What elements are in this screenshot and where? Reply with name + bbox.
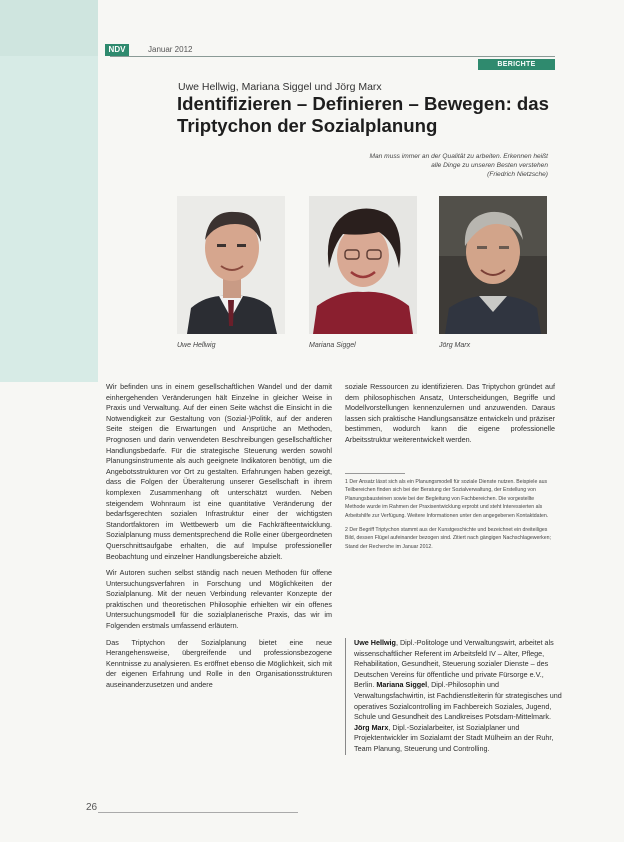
footnotes: [345, 478, 555, 557]
authors-line: Uwe Hellwig, Mariana Siggel und Jörg Marx: [178, 81, 382, 93]
author-bio-box: Uwe Hellwig, Dipl.-Politologe und Verwaltungswirt, arbeitet als wissenschaftlicher Referent im Arbeitsfeld IV – Alter, Pflege, Rehabilitation, Gesundheit, Steuerung sozialer Dienste – des Deutschen Vereins für öffentliche und private Fürsorge e.V., Berlin. Mariana Siggel, Dipl.-Philosophin und Verwaltungsfachwirtin, ist Fachdienstleiterin für strategisches und operatives Sozialcontrolling im Fachbereich Soziales, Jugend, Schule und Gesundheit des Landkreises Potsdam-Mittelmark. Jörg Marx, Dipl.-Sozialarbeiter, ist Sozialplaner und Projektentwickler im Sozialamt der Stadt Mülheim an der Ruhr, Team Planung, Steuerung und Controlling.: [345, 638, 564, 755]
bio-name-siggel: Mariana Siggel: [376, 680, 428, 690]
body-column-right: [345, 382, 555, 452]
bio-text-hellwig: Dipl.-Politologe und Verwaltungswirt, arbeitet als wissenschaftlicher Referent im Arbeitsfeld IV – Alter, Pflege, Rehabilitation, Gesundheit, Steuerung sozialer Dienste – des Deutschen Vereins für öffentliche und private Fürsorge e.V., Berlin.: [354, 638, 554, 690]
side-color-band: [0, 0, 98, 382]
footer-rule: [98, 812, 298, 813]
body-paragraph: soziale Ressourcen zu identifizieren. Das Triptychon gründet auf dem philosophischen Ansatz, Unterscheidungen, Begriffe und Modellvorstellungen kennenzulernen und anzuwenden. Daraus lassen sich praktische Handlungsansätze entwickeln und präziser bestimmen, wodurch kann die eigene professionelle Arbeitsstruktur weiterentwickelt werden.: [345, 382, 555, 444]
issue-date: Januar 2012: [148, 45, 193, 54]
epigraph-line-2: alle Dinge zu unseren Besten verstehen: [431, 162, 548, 169]
bio-name-hellwig: Uwe Hellwig: [354, 638, 396, 647]
portrait-photo-hellwig: [177, 196, 285, 334]
epigraph: [320, 152, 548, 179]
journal-logo: NDV: [105, 44, 129, 56]
page-number: 26: [86, 802, 98, 813]
article-title: Identifizieren – Definieren – Bewegen: das Triptychon der Sozialplanung: [177, 93, 549, 136]
footnote-1: 1 Der Ansatz lässt sich als ein Planungsmodell für soziale Dienste nutzen. Beispiele aus Teilbereichen finden sich bei der Beratung der Sozialverwaltung, der Erstellung von Planungsbausteinen sowie bei der Begleitung von Fachbereichen. Die vorgestellte Methode wurde im Rahmen der Praxisentwicklung erprobt und steht Interessierten als Arbeitshilfe zur Verfügung. Weitere Informationen unter den angegebenen Kontaktdaten.: [345, 479, 549, 519]
footnote-2: 2 Der Begriff Triptychon stammt aus der Kunstgeschichte und bezeichnet ein dreiteiliges Bild, dessen Flügel aufeinander bezogen sind. Zitiert nach gängigen Nachschlagewerken; Stand der Recherche im Januar 2012.: [345, 527, 551, 550]
caption-hellwig: Uwe Hellwig: [177, 342, 216, 349]
footnote-rule: [345, 473, 405, 474]
section-badge: BERICHTE: [478, 59, 555, 70]
portrait-photo-siggel: [309, 196, 417, 334]
body-paragraph: Wir befinden uns in einem gesellschaftlichen Wandel und der damit einhergehenden Veränderungen hält Einzelne in gleicher Weise in Praxis und Verwaltung. Auf der einen Seite wächst die Einsicht in die Notwendigkeit zur Gestaltung von (Sozial-)Politik, auf der anderen Seite steigen die Erwartungen und Ansprüche an Methoden, Prognosen und darin verwendeten Beschreibungen gesellschaftlicher Handlungsbedarfe. Für die strategische Steuerung werden sowohl Planungsinstrumente als auch geeignete Indikatoren benötigt, um die Angebotsstrukturen vor Ort zu gestalten. Erfahrungen haben gezeigt, dass die Folgen der Überalterung unserer Gesellschaft in ihrem komplexen Zusammenhang oft unterschätzt wurden. Neben steigendem Wohnraum ist eine quantitative Veränderung der bedarfsgerechten sozialen Infrastruktur einer der wichtigsten Standortfaktoren im Wettbewerb um die Fachkräfteentwicklung. Sozialplanung muss dementsprechend die Rolle einer übergeordneten Querschnittsaufgabe erhalten, die auf Impulse professioneller Beobachtung und einzelner Handlungsbereiche abzielt.: [106, 382, 332, 561]
bio-text-marx: Dipl.-Sozialarbeiter, ist Sozialplaner und Projektentwickler im Sozialamt der Stadt Mülheim an der Ruhr, Team Planung, Steuerung und Controlling.: [354, 722, 554, 753]
epigraph-line-1: Man muss immer an der Qualität zu arbeiten. Erkennen heißt: [369, 153, 548, 160]
side-color-band-top: [0, 0, 98, 56]
bio-text-siggel: Dipl.-Philosophin und Verwaltungsfachwirtin, ist Fachdienstleiterin für strategisches und operatives Sozialcontrolling im Fachbereich Soziales, Jugend, Schule und Gesundheit des Landkreises Potsdam-Mittelmark.: [354, 680, 562, 722]
header-rule: [110, 56, 555, 57]
body-paragraph: Wir Autoren suchen selbst ständig nach neuen Methoden für offene Untersuchungsverfahren in Forschung und Möglichkeiten der Sozialplanung. Mit der neuen Verbindung relevanter Konzepte der praktischen und theoretischen Philosophie erhielten wir ein offenes Untersuchungsmodell für die sozialplanerische Praxis, das wir im Folgenden erstmals umfassend erläutern.: [106, 568, 332, 631]
body-paragraph: Das Triptychon der Sozialplanung bietet eine neue Herangehensweise, übergreifende und professionsbezogene Kenntnisse zu analysieren. Es eröffnet ebenso die Möglichkeit, sich mit der eigenen Erfahrung und Rolle in den Organisationsstrukturen auseinanderzusetzen und andere: [106, 637, 332, 690]
caption-siggel: Mariana Siggel: [309, 342, 356, 349]
portrait-photo-marx: [439, 196, 547, 334]
body-column-left: [106, 382, 332, 697]
caption-marx: Jörg Marx: [439, 342, 471, 349]
bio-name-marx: Jörg Marx: [354, 722, 389, 732]
epigraph-source: (Friedrich Nietzsche): [487, 171, 548, 178]
